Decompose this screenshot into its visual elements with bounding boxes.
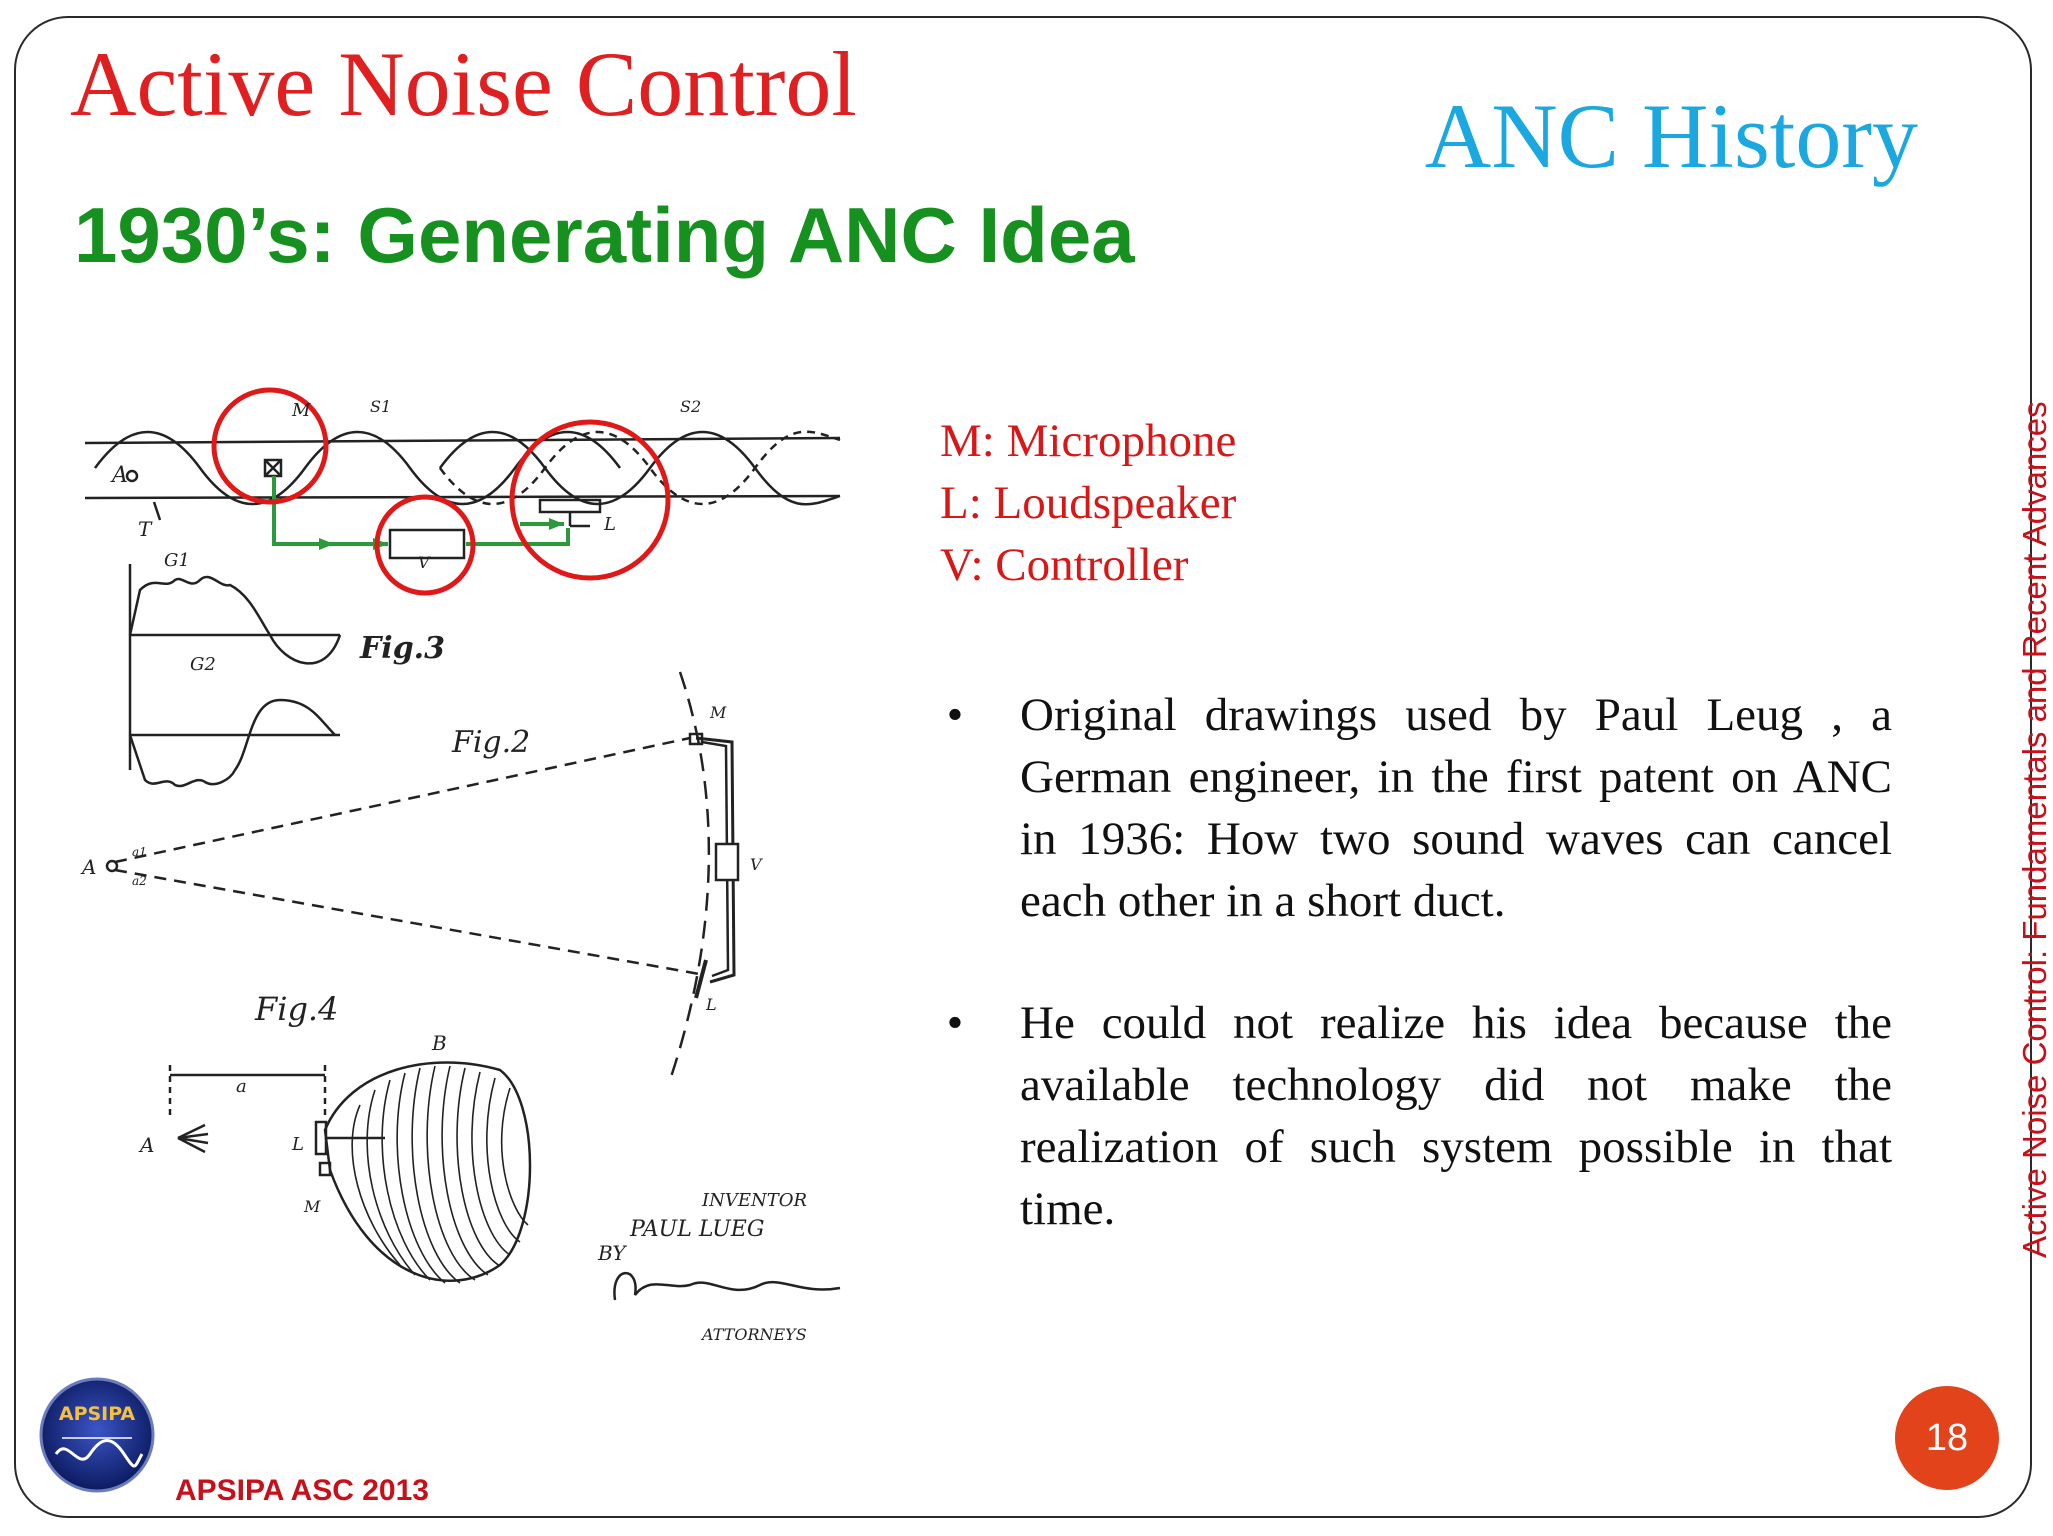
label-a-small: a <box>236 1076 247 1097</box>
label-attorneys: ATTORNEYS <box>702 1325 807 1344</box>
label-inventor-name: PAUL LUEG <box>630 1217 765 1242</box>
legend-controller: V: Controller <box>940 539 1189 591</box>
bullet-item <box>940 992 1892 1240</box>
fig2-controller <box>716 844 738 880</box>
bullet-mark: • <box>946 997 964 1049</box>
highlight-controller <box>377 497 473 593</box>
label-a1: a1 <box>132 845 147 859</box>
label-b: B <box>432 1031 447 1055</box>
fig4-source-rays <box>178 1125 208 1152</box>
bullet-list <box>940 684 1892 1300</box>
bullet-text: Original drawings used by Paul Leug , a German engineer, in the first patent on ANC in 1936: How two sound waves can cancel each other in a short duct. <box>1020 689 1892 927</box>
label-g2: G2 <box>190 654 216 675</box>
footer-conference: APSIPA ASC 2013 <box>175 1474 429 1507</box>
logo-text: APSIPA <box>58 1403 136 1425</box>
label-l-fig2: L <box>706 995 717 1014</box>
source-a <box>127 471 137 481</box>
label-by: BY <box>598 1241 626 1265</box>
label-v-fig2: V <box>750 855 762 874</box>
label-a-fig4: A <box>140 1133 155 1157</box>
label-v-duct: V <box>418 553 430 572</box>
bullet-mark: • <box>946 689 964 741</box>
legend <box>940 410 1236 596</box>
fig2-path-m <box>115 738 690 862</box>
label-s1: S1 <box>370 397 392 416</box>
legend-loudspeaker: L: Loudspeaker <box>940 477 1237 529</box>
label-l-duct: L <box>604 514 616 535</box>
label-a-duct: A <box>112 463 128 488</box>
label-inventor: INVENTOR <box>702 1190 808 1211</box>
label-s2: S2 <box>680 397 702 416</box>
label-m-duct: M <box>292 400 311 421</box>
page-number-badge: 18 <box>1895 1386 1999 1490</box>
label-fig3: Fig.3 <box>360 631 445 666</box>
course-title: Active Noise Control <box>70 33 857 135</box>
label-m-fig4: M <box>304 1197 321 1216</box>
label-g1: G1 <box>164 550 190 571</box>
attorney-signature <box>614 1273 840 1300</box>
label-fig2: Fig.2 <box>452 725 531 760</box>
label-m-fig2: M <box>710 703 727 722</box>
speaker-box <box>540 500 600 512</box>
label-a2: a2 <box>132 874 147 888</box>
fig4-field-b <box>325 1063 530 1281</box>
label-t: T <box>138 517 152 541</box>
fig2-path-l <box>115 870 705 975</box>
bullet-item <box>940 684 1892 932</box>
vertical-footer: Active Noise Control: Fundamentals and Recent Advances <box>2016 401 2053 1258</box>
bullet-text: He could not realize his idea because the available technology did not make the realization of such system possible in that time. <box>1020 997 1892 1235</box>
legend-microphone: M: Microphone <box>940 415 1237 467</box>
patent-drawing <box>70 370 870 1360</box>
apsipa-logo <box>38 1376 156 1494</box>
label-a-fig2: A <box>82 855 97 879</box>
slide-heading: 1930’s: Generating ANC Idea <box>74 191 1135 279</box>
section-title: ANC History <box>1424 85 1918 187</box>
label-l-fig4: L <box>292 1134 304 1155</box>
label-fig4: Fig.4 <box>255 990 339 1028</box>
